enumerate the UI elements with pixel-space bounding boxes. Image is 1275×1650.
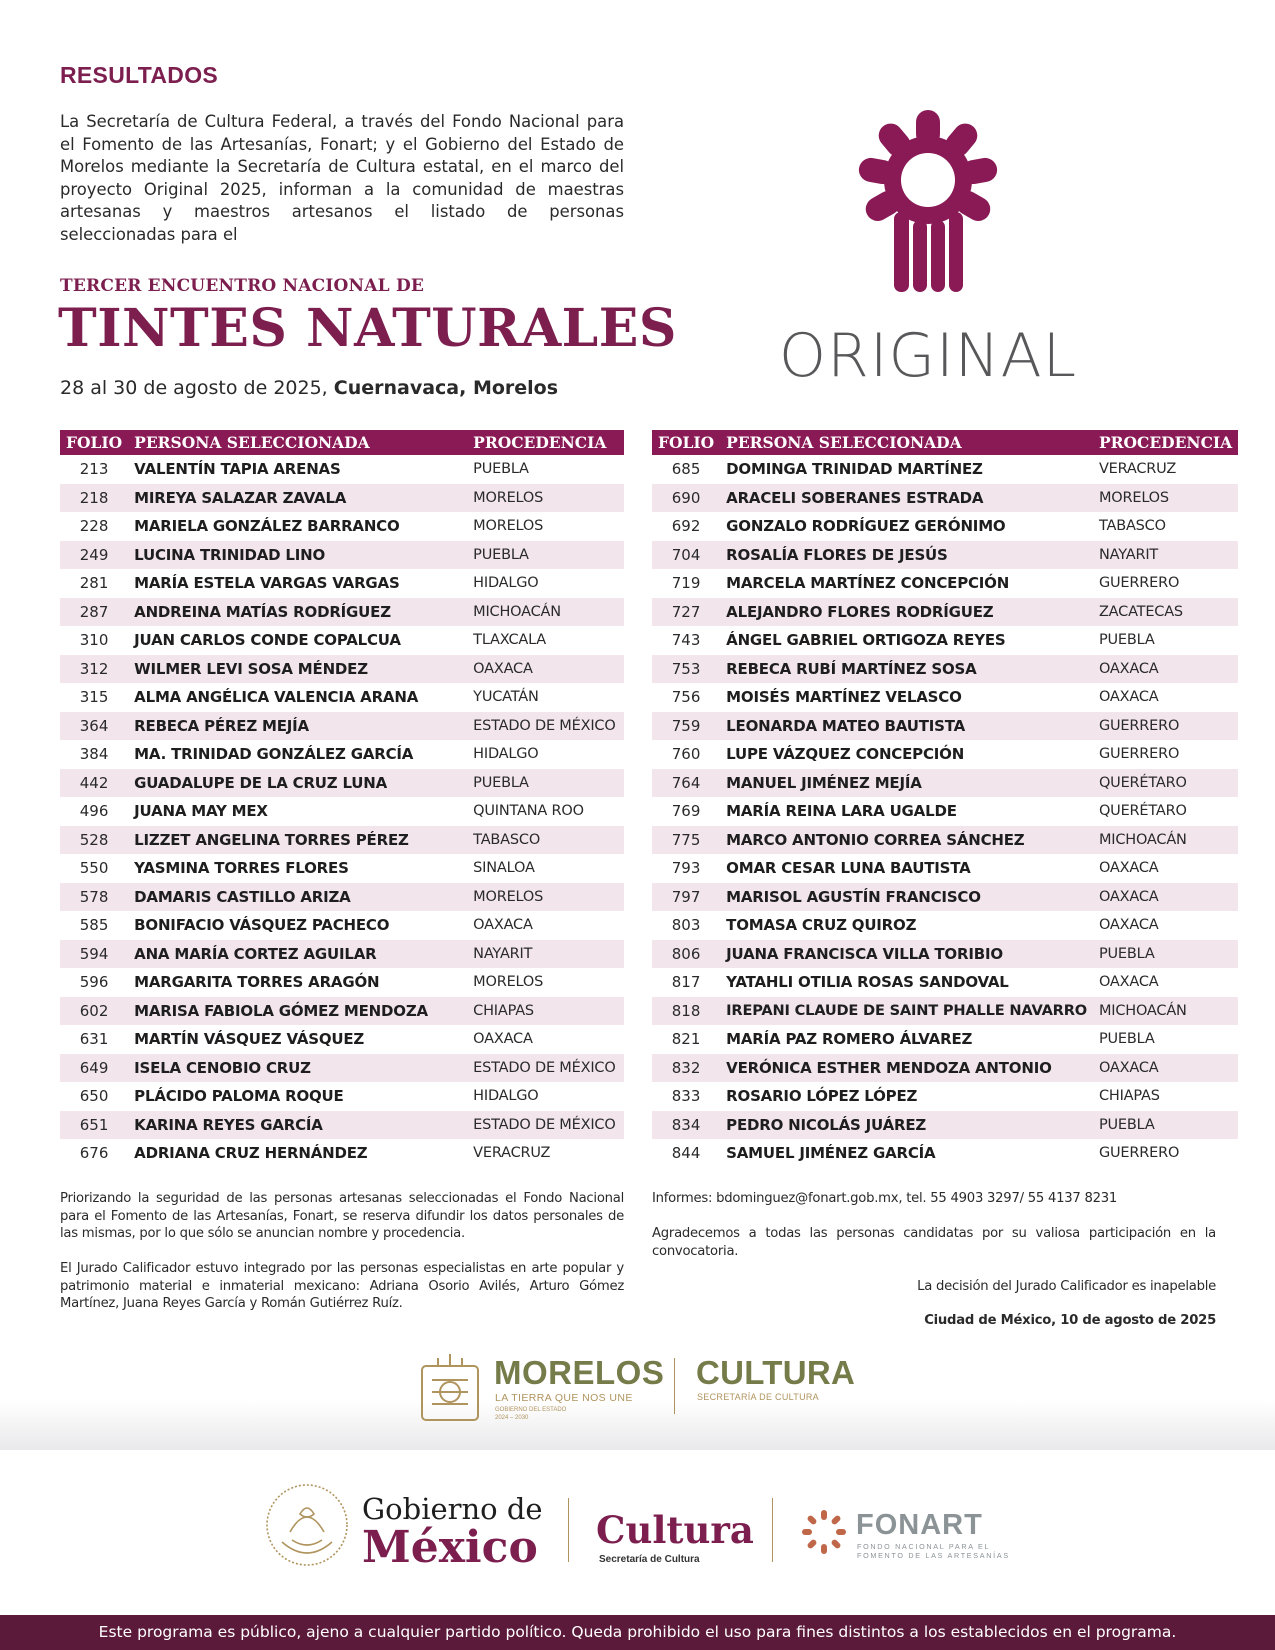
fonart-wordmark: FONART [856,1509,983,1541]
table-row [60,911,624,940]
table-row [60,1139,624,1168]
folio-cell: 651 [60,1111,128,1140]
results-table-left [60,430,624,1168]
event-subtitle: TERCER ENCUENTRO NACIONAL DE [60,276,425,296]
procedencia-cell: ESTADO DE MÉXICO [467,712,624,741]
original-wordmark: ORIGINAL [778,321,1078,391]
procedencia-cell: MORELOS [473,518,544,535]
procedencia-cell: OAXACA [1093,883,1238,912]
folio-cell: 578 [60,883,128,912]
procedencia-cell: MORELOS [1093,484,1238,513]
procedencia-cell: MORELOS [467,484,624,513]
folio-cell: 649 [60,1054,128,1083]
footer-disclaimer: Este programa es público, ajeno a cualquier partido político. Queda prohibido el uso para fines distintos a los establecidos en el programa. [0,1615,1275,1650]
place-date: Ciudad de México, 10 de agosto de 2025 [924,1313,1216,1328]
table-row [652,712,1238,741]
morelos-gob-line1: GOBIERNO DEL ESTADO [495,1407,567,1413]
mexico-escudo-icon [262,1480,352,1570]
procedencia-cell: NAYARIT [467,940,624,969]
table-row [60,569,624,598]
original-sun-icon [848,108,1008,298]
folio-cell: 760 [671,745,701,764]
procedencia-cell: PUEBLA [1093,1111,1238,1140]
fonart-subtitle [857,1542,1010,1560]
folio-cell: 844 [671,1144,701,1163]
persona-cell: ALMA ANGÉLICA VALENCIA ARANA [134,688,419,707]
morelos-tagline: LA TIERRA QUE NOS UNE [495,1392,633,1404]
privacy-note: Priorizando la seguridad de las personas artesanas seleccionadas el Fondo Nacional para el Fomento de las Artesanías, Fonart, se reserva difundir los datos personales de las mismas, por lo que sólo se anuncian nombre y procedencia. [60,1191,624,1241]
persona-cell: BONIFACIO VÁSQUEZ PACHECO [134,916,390,935]
folio-cell: 596 [79,973,109,992]
folio-cell: 743 [671,631,701,650]
event-title: TINTES NATURALES [58,298,677,359]
persona-cell: ALEJANDRO FLORES RODRÍGUEZ [720,598,1093,627]
table-row [60,484,624,513]
persona-cell: MARISOL AGUSTÍN FRANCISCO [720,883,1093,912]
persona-cell: MARGARITA TORRES ARAGÓN [134,973,380,992]
folio-cell: 803 [671,916,701,935]
event-dates [60,377,558,399]
persona-cell: WILMER LEVI SOSA MÉNDEZ [128,655,467,684]
table-row [652,1025,1238,1054]
persona-cell: MARÍA ESTELA VARGAS VARGAS [134,574,400,593]
table-body-right [652,455,1238,1168]
folio-cell: 442 [60,769,128,798]
folio-cell: 249 [60,541,128,570]
cultura-subtitle: Secretaría de Cultura [599,1554,700,1565]
folio-cell: 218 [60,484,128,513]
procedencia-cell: OAXACA [473,917,533,934]
procedencia-cell: SINALOA [473,860,535,877]
table-header-row [60,430,624,455]
procedencia-cell: ESTADO DE MÉXICO [467,1054,624,1083]
dates-text: 28 al 30 de agosto de 2025, [60,377,334,399]
folio-cell: 310 [79,631,109,650]
procedencia-cell: MICHOACÁN [1093,997,1238,1026]
table-row [652,626,1238,655]
procedencia-cell: MICHOACÁN [467,598,624,627]
procedencia-cell: GUERRERO [1098,575,1180,592]
persona-cell: GUADALUPE DE LA CRUZ LUNA [128,769,467,798]
persona-cell: ARACELI SOBERANES ESTRADA [720,484,1093,513]
table-row [652,484,1238,513]
folio-cell: 753 [652,655,720,684]
table-row [652,512,1238,541]
federal-divider-2 [772,1498,773,1562]
folio-cell: 832 [652,1054,720,1083]
fonart-sub-line1: FONDO NACIONAL PARA EL [857,1542,991,1551]
persona-cell: VERÓNICA ESTHER MENDOZA ANTONIO [720,1054,1093,1083]
procedencia-cell: QUERÉTARO [1098,803,1187,820]
procedencia-cell: YUCATÁN [473,689,539,706]
table-row [652,1139,1238,1168]
procedencia-cell: PUEBLA [467,541,624,570]
original-logo [778,108,1078,391]
contact-note: Informes: bdominguez@fonart.gob.mx, tel. 55 4903 3297/ 55 4137 8231 [652,1191,1118,1206]
folio-cell: 727 [652,598,720,627]
procedencia-cell: OAXACA [1093,1054,1238,1083]
morelos-wordmark: MORELOS [494,1354,665,1391]
persona-cell: YASMINA TORRES FLORES [134,859,349,878]
procedencia-cell: GUERRERO [1098,746,1180,763]
persona-cell: KARINA REYES GARCÍA [128,1111,467,1140]
folio-cell: 759 [652,712,720,741]
jury-note: El Jurado Calificador estuvo integrado por las personas especialistas en arte popular y patrimonio material e inmaterial mexicano: Adriana Osorio Avilés, Arturo Gómez Martínez, Juana Reyes García y Román Gutiérrez Ruíz. [60,1261,624,1311]
page-heading: RESULTADOS [60,62,219,88]
procedencia-cell: ESTADO DE MÉXICO [467,1111,624,1140]
folio-cell: 793 [671,859,701,878]
persona-cell: ÁNGEL GABRIEL ORTIGOZA REYES [726,631,1006,650]
persona-cell: MARCELA MARTÍNEZ CONCEPCIÓN [726,574,1010,593]
persona-cell: PEDRO NICOLÁS JUÁREZ [720,1111,1093,1140]
persona-cell: IREPANI CLAUDE DE SAINT PHALLE NAVARRO [720,997,1093,1026]
table-row [652,854,1238,883]
persona-cell: JUAN CARLOS CONDE COPALCUA [134,631,401,650]
folio-cell: 364 [60,712,128,741]
folio-cell: 692 [671,517,701,536]
persona-cell: MIREYA SALAZAR ZAVALA [128,484,467,513]
persona-cell: MARTÍN VÁSQUEZ VÁSQUEZ [134,1030,365,1049]
procedencia-cell: QUERÉTARO [1093,769,1238,798]
table-header-row [652,430,1238,455]
persona-cell: SAMUEL JIMÉNEZ GARCÍA [726,1144,936,1163]
persona-cell: MARÍA PAZ ROMERO ÁLVAREZ [726,1030,973,1049]
persona-cell: MARIELA GONZÁLEZ BARRANCO [134,517,400,536]
morelos-gob-line2: 2024 – 2030 [495,1415,529,1421]
procedencia-cell: HIDALGO [473,1088,539,1105]
procedencia-cell: OAXACA [1098,860,1159,877]
folio-cell: 821 [671,1030,701,1049]
table-row [60,712,624,741]
header-persona: PERSONA SELECCIONADA [128,430,467,455]
table-row [652,797,1238,826]
folio-cell: 602 [60,997,128,1026]
table-row [60,854,624,883]
procedencia-cell: OAXACA [1098,689,1159,706]
morelos-cultura-wordmark: CULTURA [696,1354,856,1391]
persona-cell: ANA MARÍA CORTEZ AGUILAR [128,940,467,969]
folio-cell: 496 [79,802,109,821]
table-row [652,655,1238,684]
folio-cell: 650 [79,1087,109,1106]
persona-cell: MARCO ANTONIO CORREA SÁNCHEZ [720,826,1093,855]
persona-cell: ANDREINA MATÍAS RODRÍGUEZ [128,598,467,627]
procedencia-cell: QUINTANA ROO [473,803,584,820]
folio-cell: 818 [652,997,720,1026]
procedencia-cell: OAXACA [1093,655,1238,684]
federal-divider-1 [568,1498,569,1562]
morelos-secretaria: SECRETARÍA DE CULTURA [697,1392,819,1402]
folio-cell: 676 [79,1144,109,1163]
table-row [60,1111,624,1140]
morelos-crest-icon [416,1352,484,1424]
table-row [60,683,624,712]
table-row [652,1054,1238,1083]
persona-cell: DAMARIS CASTILLO ARIZA [128,883,467,912]
folio-cell: 685 [671,460,701,479]
persona-cell: REBECA RUBÍ MARTÍNEZ SOSA [720,655,1093,684]
folio-cell: 315 [79,688,109,707]
header-folio: FOLIO [60,430,128,455]
persona-cell: REBECA PÉREZ MEJÍA [128,712,467,741]
folio-cell: 833 [671,1087,701,1106]
procedencia-cell: TABASCO [1098,518,1166,535]
fonart-sun-icon [800,1508,848,1556]
procedencia-cell: MORELOS [467,883,624,912]
mexico-wordmark: México [362,1522,538,1573]
table-row [652,769,1238,798]
header-procedencia: PROCEDENCIA [1093,430,1238,455]
table-row [60,940,624,969]
intro-paragraph: La Secretaría de Cultura Federal, a través del Fondo Nacional para el Fomento de las Artesanías, Fonart; y el Gobierno del Estado de Morelos mediante la Secretaría de Cultura estatal, en el marco del proyecto Original 2025, informan a la comunidad de maestras artesanas y maestros artesanos el listado de personas seleccionadas para el [60,112,624,244]
decision-note: La decisión del Jurado Calificador es inapelable [917,1279,1216,1294]
table-row [60,512,624,541]
persona-cell: MARÍA REINA LARA UGALDE [726,802,957,821]
morelos-divider [674,1358,675,1414]
header-folio: FOLIO [652,430,720,455]
procedencia-cell: OAXACA [1098,917,1159,934]
table-row [652,455,1238,484]
table-row [60,1054,624,1083]
cultura-wordmark: Cultura [596,1508,754,1552]
folio-cell: 834 [652,1111,720,1140]
procedencia-cell: PUEBLA [473,461,529,478]
table-row [652,740,1238,769]
folio-cell: 594 [60,940,128,969]
table-row [652,1082,1238,1111]
persona-cell: JUANA FRANCISCA VILLA TORIBIO [720,940,1093,969]
folio-cell: 287 [60,598,128,627]
procedencia-cell: HIDALGO [473,746,539,763]
table-row [652,883,1238,912]
procedencia-cell: VERACRUZ [473,1145,551,1162]
procedencia-cell: ZACATECAS [1093,598,1238,627]
table-row [652,1111,1238,1140]
procedencia-cell: PUEBLA [1093,940,1238,969]
persona-cell: YATAHLI OTILIA ROSAS SANDOVAL [726,973,1009,992]
procedencia-cell: VERACRUZ [1098,461,1177,478]
procedencia-cell: PUEBLA [1098,632,1155,649]
table-row [652,826,1238,855]
table-row [60,598,624,627]
folio-cell: 704 [652,541,720,570]
persona-cell: TOMASA CRUZ QUIROZ [726,916,917,935]
folio-cell: 528 [60,826,128,855]
procedencia-cell: PUEBLA [1098,1031,1155,1048]
table-row [652,940,1238,969]
table-row [60,769,624,798]
table-row [652,683,1238,712]
folio-cell: 312 [60,655,128,684]
procedencia-cell: OAXACA [473,1031,533,1048]
persona-cell: MANUEL JIMÉNEZ MEJÍA [720,769,1093,798]
folio-cell: 764 [652,769,720,798]
procedencia-cell: GUERRERO [1093,712,1238,741]
header-procedencia: PROCEDENCIA [467,430,624,455]
header-persona: PERSONA SELECCIONADA [720,430,1093,455]
procedencia-cell: PUEBLA [467,769,624,798]
procedencia-cell: MORELOS [473,974,544,991]
persona-cell: GONZALO RODRÍGUEZ GERÓNIMO [726,517,1006,536]
procedencia-cell: GUERRERO [1098,1145,1180,1162]
folio-cell: 756 [671,688,701,707]
persona-cell: LUCINA TRINIDAD LINO [128,541,467,570]
procedencia-cell: OAXACA [1098,974,1159,991]
persona-cell: MA. TRINIDAD GONZÁLEZ GARCÍA [134,745,414,764]
procedencia-cell: OAXACA [467,655,624,684]
table-row [60,883,624,912]
procedencia-cell: CHIAPAS [1098,1088,1160,1105]
table-row [60,740,624,769]
results-table-right [652,430,1238,1168]
table-body-left [60,455,624,1168]
procedencia-cell: MICHOACÁN [1093,826,1238,855]
folio-cell: 631 [79,1030,109,1049]
table-row [60,626,624,655]
table-row [60,826,624,855]
folio-cell: 775 [652,826,720,855]
persona-cell: LUPE VÁZQUEZ CONCEPCIÓN [726,745,965,764]
folio-cell: 384 [79,745,109,764]
persona-cell: ADRIANA CRUZ HERNÁNDEZ [134,1144,368,1163]
table-row [60,797,624,826]
persona-cell: ROSARIO LÓPEZ LÓPEZ [726,1087,918,1106]
procedencia-cell: TABASCO [467,826,624,855]
table-row [652,598,1238,627]
procedencia-cell: CHIAPAS [467,997,624,1026]
gobierno-de-text: Gobierno de [362,1492,543,1526]
folio-cell: 281 [79,574,109,593]
procedencia-cell: TLAXCALA [473,632,547,649]
persona-cell: ISELA CENOBIO CRUZ [128,1054,467,1083]
persona-cell: LIZZET ANGELINA TORRES PÉREZ [128,826,467,855]
persona-cell: PLÁCIDO PALOMA ROQUE [134,1087,344,1106]
persona-cell: OMAR CESAR LUNA BAUTISTA [726,859,971,878]
table-row [60,1025,624,1054]
procedencia-cell: NAYARIT [1093,541,1238,570]
folio-cell: 228 [79,517,109,536]
procedencia-cell: HIDALGO [473,575,539,592]
table-row [652,569,1238,598]
folio-cell: 213 [79,460,109,479]
persona-cell: MARISA FABIOLA GÓMEZ MENDOZA [128,997,467,1026]
table-row [652,997,1238,1026]
folio-cell: 797 [652,883,720,912]
persona-cell: JUANA MAY MEX [134,802,268,821]
table-row [60,968,624,997]
folio-cell: 769 [671,802,701,821]
table-row [60,1082,624,1111]
morelos-gobierno [495,1406,566,1422]
folio-cell: 806 [652,940,720,969]
table-row [60,455,624,484]
persona-cell: LEONARDA MATEO BAUTISTA [720,712,1093,741]
folio-cell: 817 [671,973,701,992]
fonart-sub-line2: FOMENTO DE LAS ARTESANÍAS [857,1551,1010,1560]
table-row [652,911,1238,940]
persona-cell: VALENTÍN TAPIA ARENAS [134,460,341,479]
table-row [652,541,1238,570]
table-row [60,997,624,1026]
table-row [60,655,624,684]
folio-cell: 585 [79,916,109,935]
folio-cell: 690 [652,484,720,513]
table-row [652,968,1238,997]
morelos-logo-group [416,1352,866,1427]
folio-cell: 550 [79,859,109,878]
federal-logo-group [262,1480,1022,1580]
persona-cell: MOISÉS MARTÍNEZ VELASCO [726,688,962,707]
persona-cell: ROSALÍA FLORES DE JESÚS [720,541,1093,570]
dates-place: Cuernavaca, Morelos [333,377,559,399]
folio-cell: 719 [671,574,701,593]
table-row [60,541,624,570]
thanks-note: Agradecemos a todas las personas candidatas por su valiosa participación en la convocatoria. [652,1226,1216,1259]
persona-cell: DOMINGA TRINIDAD MARTÍNEZ [726,460,983,479]
